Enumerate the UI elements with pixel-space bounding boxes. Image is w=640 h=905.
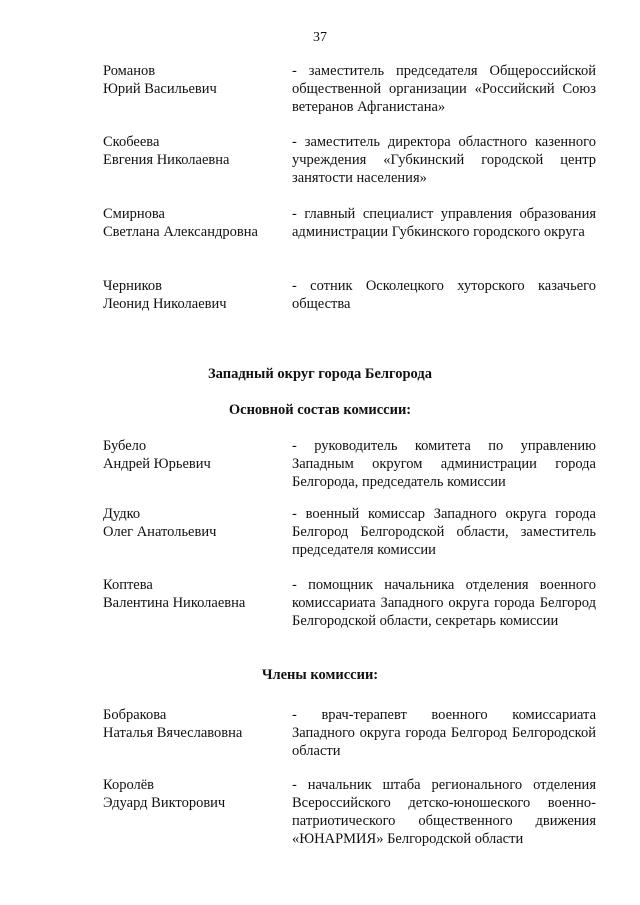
member-name	[103, 62, 283, 98]
member-role: - военный комиссар Западного округа города Белгород Белгородской области, заместитель председателя комиссии	[292, 506, 596, 558]
member-name	[103, 437, 283, 473]
member-given-name: Светлана Александровна	[103, 224, 258, 240]
member-name	[103, 576, 283, 612]
members-heading: Члены комиссии:	[261, 667, 379, 683]
member-given-name: Андрей Юрьевич	[103, 456, 211, 472]
member-surname: Коптева	[103, 577, 153, 593]
member-given-name: Олег Анатольевич	[103, 524, 217, 540]
member-name	[103, 776, 283, 812]
member-role: - руководитель комитета по управлению Западным округом администрации города Белгорода, председатель комиссии	[292, 438, 596, 490]
member-name	[103, 133, 283, 169]
member-role: - заместитель директора областного казенного учреждения «Губкинский городской центр занятости населения»	[292, 134, 596, 186]
member-given-name: Наталья Вячеславовна	[103, 725, 243, 741]
member-given-name: Валентина Николаевна	[103, 595, 246, 611]
member-name	[103, 277, 283, 313]
member-surname: Скобеева	[103, 134, 160, 150]
member-surname: Бубело	[103, 438, 147, 454]
member-surname: Бобракова	[103, 707, 167, 723]
member-name	[103, 706, 283, 742]
member-role: - заместитель председателя Общероссийской общественной организации «Российский Союз ветеранов Афганистана»	[292, 63, 596, 115]
member-role: - врач-терапевт военного комиссариата Западного округа города Белгород Белгородской области	[292, 707, 596, 759]
page-number: 37	[313, 30, 327, 45]
member-role: - помощник начальника отделения военного комиссариата Западного округа города Белгород Белгородской области, секретарь комиссии	[292, 577, 596, 629]
member-given-name: Леонид Николаевич	[103, 296, 227, 312]
district-title: Западный округ города Белгорода	[208, 366, 432, 382]
member-given-name: Юрий Васильевич	[103, 81, 217, 97]
member-surname: Черников	[103, 278, 163, 294]
member-surname: Романов	[103, 63, 156, 79]
member-name	[103, 205, 283, 241]
member-name	[103, 505, 283, 541]
member-role: - начальник штаба регионального отделения Всероссийского детско-юношеского военно-патриотического общественного движения «ЮНАРМИЯ» Белгородской области	[292, 777, 596, 847]
member-surname: Королёв	[103, 777, 155, 793]
member-given-name: Эдуард Викторович	[103, 795, 226, 811]
member-role: - сотник Осколецкого хуторского казачьего общества	[292, 278, 596, 312]
member-surname: Смирнова	[103, 206, 165, 222]
member-role: - главный специалист управления образования администрации Губкинского городского округа	[292, 206, 596, 240]
member-given-name: Евгения Николаевна	[103, 152, 230, 168]
main-composition-heading: Основной состав комиссии:	[228, 402, 412, 418]
member-surname: Дудко	[103, 506, 141, 522]
